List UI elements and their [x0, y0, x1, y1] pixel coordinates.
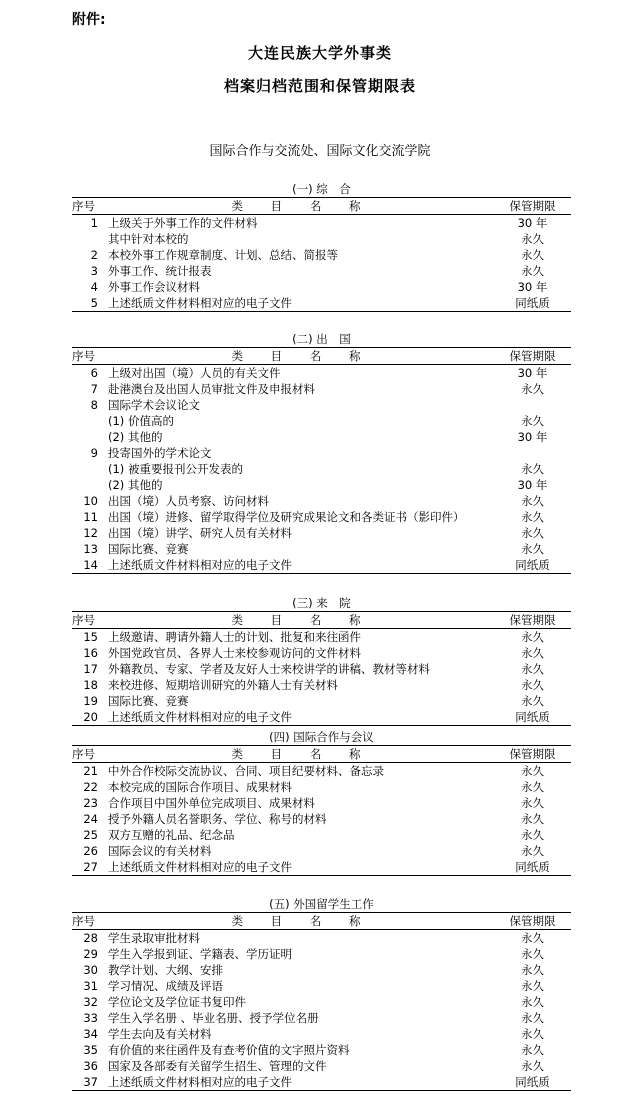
- row-number: 31: [83, 979, 98, 993]
- row-category: 合作项目中国外单位完成项目、成果材料: [108, 796, 315, 810]
- row-category: 上述纸质文件材料相对应的电子文件: [108, 1075, 292, 1089]
- table-row: [72, 263, 571, 279]
- row-number: [72, 231, 98, 247]
- row-number: 7: [90, 382, 98, 396]
- table-row: [72, 365, 571, 381]
- row-period: 永久: [521, 963, 544, 977]
- section-title: (一) 综 合: [292, 182, 351, 196]
- row-number: 21: [83, 764, 98, 778]
- row-period: 永久: [521, 780, 544, 794]
- table-row: [72, 779, 571, 795]
- row-number: 23: [83, 796, 98, 810]
- row-category: 上级对出国（境）人员的有关文件: [108, 366, 281, 380]
- table-row: [72, 215, 571, 231]
- row-category: 学生入学名册 、毕业名册、授予学位名册: [108, 1011, 319, 1025]
- row-number: 35: [83, 1043, 98, 1057]
- table-row: [72, 295, 571, 311]
- row-period: 永久: [521, 947, 544, 961]
- row-category: 学习情况、成绩及评语: [108, 979, 223, 993]
- row-number: 28: [83, 931, 98, 945]
- row-number: [72, 477, 98, 493]
- row-period: 永久: [521, 264, 544, 278]
- row-number: [72, 429, 98, 445]
- table-row: [72, 525, 571, 541]
- section-title: (五) 外国留学生工作: [269, 897, 374, 911]
- row-category: 上述纸质文件材料相对应的电子文件: [108, 710, 292, 724]
- row-number: [72, 413, 98, 429]
- section-title: (三) 来 院: [292, 596, 351, 610]
- table-header: [72, 912, 571, 930]
- section-4: [72, 729, 571, 876]
- row-number: 8: [90, 398, 98, 412]
- table-row: [72, 629, 571, 645]
- table-body: [72, 763, 571, 876]
- row-number: 2: [90, 248, 98, 262]
- row-number: 22: [83, 780, 98, 794]
- table-row: [72, 859, 571, 875]
- row-number: 27: [83, 860, 98, 874]
- row-period: 永久: [521, 1011, 544, 1025]
- row-number: 10: [83, 494, 98, 508]
- table-row: [72, 811, 571, 827]
- row-category: 中外合作校际交流协议、合同、项目纪要材料、备忘录: [108, 764, 384, 778]
- row-number: 5: [90, 296, 98, 310]
- row-period: 永久: [521, 646, 544, 660]
- row-category: 国际比赛、竞赛: [108, 694, 189, 708]
- header-num: 序号: [72, 747, 95, 761]
- header-num: 序号: [72, 349, 95, 363]
- row-number: 17: [83, 662, 98, 676]
- header-category: 类 目 名 称: [231, 914, 361, 928]
- section-title: (四) 国际合作与会议: [269, 730, 374, 744]
- row-period: 永久: [521, 828, 544, 842]
- table-row: [72, 661, 571, 677]
- table-row: [72, 994, 571, 1010]
- row-period: 同纸质: [515, 710, 550, 724]
- row-period: 同纸质: [515, 558, 550, 572]
- table-row: [72, 541, 571, 557]
- row-category: 外事工作会议材料: [108, 280, 200, 294]
- table-row: [72, 231, 571, 247]
- row-number: 4: [90, 280, 98, 294]
- document-subtitle: 档案归档范围和保管期限表: [223, 77, 416, 95]
- row-period: 永久: [521, 1027, 544, 1041]
- row-category: 上述纸质文件材料相对应的电子文件: [108, 558, 292, 572]
- row-category: 本校外事工作规章制度、计划、总结、简报等: [108, 248, 338, 262]
- row-category: 上述纸质文件材料相对应的电子文件: [108, 296, 292, 310]
- row-number: 16: [83, 646, 98, 660]
- table-header: [72, 197, 571, 215]
- row-period: 30 年: [517, 216, 548, 230]
- row-period: 永久: [521, 232, 544, 246]
- header-period: 保管期限: [509, 613, 556, 627]
- header-num: 序号: [72, 199, 95, 213]
- row-period: 30 年: [517, 430, 548, 444]
- row-number: 30: [83, 963, 98, 977]
- row-category: 出国（境）进修、留学取得学位及研究成果论文和各类证书（影印件）: [108, 510, 465, 524]
- table-row: [72, 493, 571, 509]
- row-period: 同纸质: [515, 860, 550, 874]
- row-category: (2) 其他的: [108, 430, 163, 444]
- table-row: [72, 247, 571, 263]
- header-category: 类 目 名 称: [231, 613, 361, 627]
- header-period: 保管期限: [509, 349, 556, 363]
- row-category: 投寄国外的学术论文: [108, 446, 212, 460]
- header-period: 保管期限: [509, 199, 556, 213]
- row-category: 外籍教员、专家、学者及友好人士来校讲学的讲稿、教材等材料: [108, 662, 430, 676]
- row-category: 教学计划、大纲、安排: [108, 963, 223, 977]
- row-category: (2) 其他的: [108, 478, 163, 492]
- row-number: 19: [83, 694, 98, 708]
- row-category: 出国（境）讲学、研究人员有关材料: [108, 526, 292, 540]
- row-number: 15: [83, 630, 98, 644]
- annex-label: 附件:: [72, 12, 106, 28]
- row-period: 永久: [521, 844, 544, 858]
- row-category: 出国（境）人员考察、访问材料: [108, 494, 269, 508]
- table-row: [72, 509, 571, 525]
- row-period: 永久: [521, 526, 544, 540]
- row-category: 外国党政官员、各界人士来校参观访问的文件材料: [108, 646, 361, 660]
- table-row: [72, 429, 571, 445]
- table-row: [72, 1058, 571, 1074]
- row-number: 29: [83, 947, 98, 961]
- table-header: [72, 611, 571, 629]
- header-category: 类 目 名 称: [231, 349, 361, 363]
- row-number: 26: [83, 844, 98, 858]
- row-category: (1) 价值高的: [108, 414, 174, 428]
- table-row: [72, 962, 571, 978]
- row-category: 国际会议的有关材料: [108, 844, 212, 858]
- row-period: 永久: [521, 494, 544, 508]
- row-period: 同纸质: [515, 1075, 550, 1089]
- table-row: [72, 279, 571, 295]
- table-row: [72, 978, 571, 994]
- header-num: 序号: [72, 613, 95, 627]
- table-row: [72, 709, 571, 725]
- row-category: (1) 被重要报刊公开发表的: [108, 462, 243, 476]
- table-header: [72, 745, 571, 763]
- table-row: [72, 946, 571, 962]
- row-number: 34: [83, 1027, 98, 1041]
- row-period: 永久: [521, 1059, 544, 1073]
- row-period: [494, 397, 571, 413]
- row-period: [494, 445, 571, 461]
- row-category: 上述纸质文件材料相对应的电子文件: [108, 860, 292, 874]
- section-2: [72, 331, 571, 574]
- row-number: 11: [83, 510, 98, 524]
- table-header: [72, 347, 571, 365]
- row-category: 授予外籍人员名誉职务、学位、称号的材料: [108, 812, 327, 826]
- row-period: 永久: [521, 510, 544, 524]
- department-heading: 国际合作与交流处、国际文化交流学院: [209, 144, 431, 159]
- row-period: 永久: [521, 812, 544, 826]
- row-period: 永久: [521, 462, 544, 476]
- row-number: 37: [83, 1075, 98, 1089]
- row-period: 永久: [521, 796, 544, 810]
- row-period: 30 年: [517, 366, 548, 380]
- row-category: 外事工作、统计报表: [108, 264, 212, 278]
- table-row: [72, 557, 571, 573]
- table-row: [72, 381, 571, 397]
- header-category: 类 目 名 称: [231, 199, 361, 213]
- row-number: 32: [83, 995, 98, 1009]
- row-category: 国家及各部委有关留学生招生、管理的文件: [108, 1059, 327, 1073]
- header-period: 保管期限: [509, 747, 556, 761]
- row-category: 学生录取审批材料: [108, 931, 200, 945]
- row-period: 永久: [521, 931, 544, 945]
- table-row: [72, 477, 571, 493]
- row-number: 3: [90, 264, 98, 278]
- table-row: [72, 1010, 571, 1026]
- row-period: 30 年: [517, 280, 548, 294]
- row-period: 永久: [521, 662, 544, 676]
- header-category: 类 目 名 称: [231, 747, 361, 761]
- row-period: 永久: [521, 248, 544, 262]
- row-number: [72, 461, 98, 477]
- table-row: [72, 1042, 571, 1058]
- table-row: [72, 645, 571, 661]
- row-period: 永久: [521, 694, 544, 708]
- row-number: 14: [83, 558, 98, 572]
- table-row: [72, 827, 571, 843]
- row-number: 24: [83, 812, 98, 826]
- table-row: [72, 843, 571, 859]
- row-period: 30 年: [517, 478, 548, 492]
- row-category: 上级邀请、聘请外籍人士的计划、批复和来往函件: [108, 630, 361, 644]
- row-category: 其中针对本校的: [108, 232, 189, 246]
- row-category: 学位论文及学位证书复印件: [108, 995, 246, 1009]
- row-period: 永久: [521, 979, 544, 993]
- row-period: 永久: [521, 414, 544, 428]
- row-period: 同纸质: [515, 296, 550, 310]
- row-category: 国际比赛、竞赛: [108, 542, 189, 556]
- table-row: [72, 677, 571, 693]
- row-number: 9: [90, 446, 98, 460]
- row-number: 18: [83, 678, 98, 692]
- table-row: [72, 1074, 571, 1090]
- section-3: [72, 595, 571, 726]
- row-period: 永久: [521, 995, 544, 1009]
- table-row: [72, 461, 571, 477]
- row-category: 有价值的来往函件及有查考价值的文字照片资料: [108, 1043, 350, 1057]
- row-period: 永久: [521, 1043, 544, 1057]
- table-body: [72, 365, 571, 574]
- row-number: 13: [83, 542, 98, 556]
- table-row: [72, 1026, 571, 1042]
- table-row: [72, 413, 571, 429]
- row-number: 25: [83, 828, 98, 842]
- row-number: 12: [83, 526, 98, 540]
- row-period: 永久: [521, 764, 544, 778]
- row-number: 20: [83, 710, 98, 724]
- row-category: 上级关于外事工作的文件材料: [108, 216, 258, 230]
- table-row: [72, 397, 571, 413]
- table-body: [72, 629, 571, 726]
- row-period: 永久: [521, 630, 544, 644]
- table-body: [72, 215, 571, 312]
- document-title: 大连民族大学外事类: [247, 44, 392, 62]
- table-body: [72, 930, 571, 1091]
- header-period: 保管期限: [509, 914, 556, 928]
- row-number: 36: [83, 1059, 98, 1073]
- table-row: [72, 930, 571, 946]
- row-number: 33: [83, 1011, 98, 1025]
- row-category: 学生去向及有关材料: [108, 1027, 212, 1041]
- row-period: 永久: [521, 542, 544, 556]
- table-row: [72, 445, 571, 461]
- section-1: [72, 181, 571, 312]
- row-number: 1: [90, 216, 98, 230]
- section-title: (二) 出 国: [292, 332, 351, 346]
- row-category: 学生入学报到证、学籍表、学历证明: [108, 947, 292, 961]
- table-row: [72, 763, 571, 779]
- header-num: 序号: [72, 914, 95, 928]
- section-5: [72, 896, 571, 1091]
- row-category: 双方互赠的礼品、纪念品: [108, 828, 235, 842]
- row-period: 永久: [521, 382, 544, 396]
- row-category: 赴港澳台及出国人员审批文件及申报材料: [108, 382, 315, 396]
- row-category: 来校进修、短期培训研究的外籍人士有关材料: [108, 678, 338, 692]
- table-row: [72, 693, 571, 709]
- row-category: 本校完成的国际合作项目、成果材料: [108, 780, 292, 794]
- row-category: 国际学术会议论文: [108, 398, 200, 412]
- table-row: [72, 795, 571, 811]
- row-period: 永久: [521, 678, 544, 692]
- row-number: 6: [90, 366, 98, 380]
